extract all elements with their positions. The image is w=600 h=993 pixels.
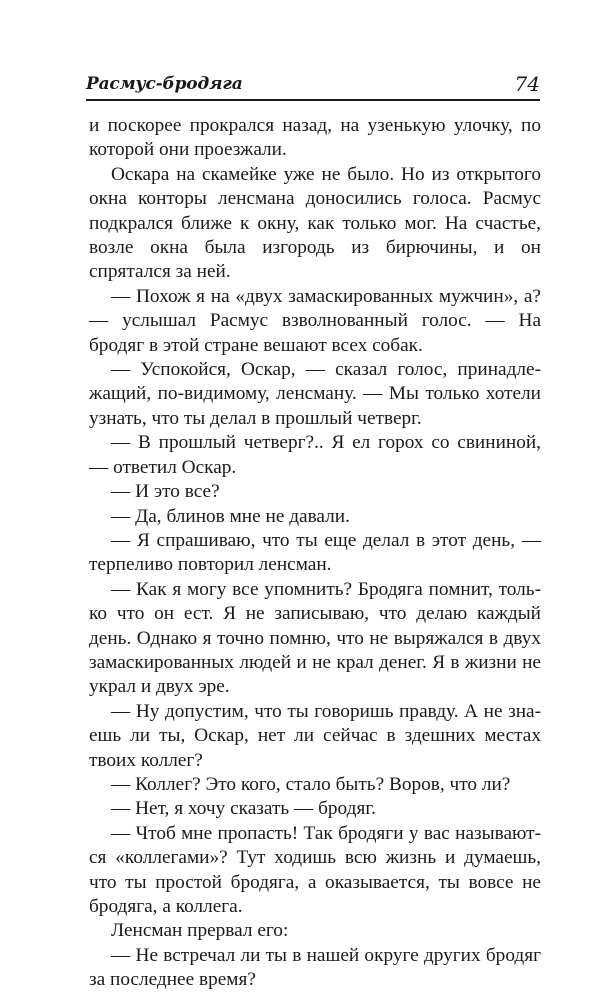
header-page-number: 74 [514,72,540,96]
paragraph: Оскара на скамейке уже не было. Но из открытого окна конторы ленсмана доносились голоса. Расмус подкрался ближе к окну, как только мог. На счастье, возле окна была изгородь из бирючины, и он спрятался за ней. [89,163,541,283]
paragraph: — В прошлый четверг?.. Я ел горох со свининой, — ответил Оскар. [89,432,541,478]
paragraph: — Нет, я хочу сказать — бродяг. [111,798,376,820]
header-book-title: Расмус-бродяга [86,74,243,94]
paragraph: — Я спрашиваю, что ты еще делал в этот день, — терпеливо повторил ленсман. [89,529,541,576]
paragraph: — Ну допустим, что ты говоришь правду. А не знаешь ли ты, Оскар, нет ли сейчас в здешних местах твоих коллег? [89,700,541,771]
paragraph: — Похож я на «двух замаскированных мужчин», а? — услышал Расмус взволнованный голос. — На бродяг в этой стране вешают всех собак. [89,285,541,356]
paragraph: — Да, блинов мне не давали. [111,505,350,527]
text-body [89,114,541,993]
paragraph: — И это все? [111,481,220,503]
paragraph: — Коллег? Это кого, стало быть? Воров, что ли? [111,773,511,795]
paragraph: Ленсман прервал его: [111,920,289,942]
paragraph: — Как я могу все упомнить? Бродяга помнит, только что он ест. Я не записываю, что делаю каждый день. Однако я точно помню, что не выряжался в двух замаскированных людей и не крал денег. Я в жизни не украл и двух эре. [89,578,541,698]
paragraph: — Не встречал ли ты в нашей округе других бродяг за последнее время? [89,944,541,991]
paragraph: и поскорее прокрался назад, на узенькую улочку, по которой они проезжали. [89,115,541,161]
running-header [86,72,540,102]
paragraph: — Успокойся, Оскар, — сказал голос, принадлежащий, по-видимому, ленсману. — Мы только хотели узнать, что ты делал в прошлый четверг. [89,359,541,429]
header-rule [86,99,540,101]
paragraph: — Чтоб мне пропасть! Так бродяги у вас называются «коллегами»? Тут ходишь всю жизнь и думаешь, что ты простой бродяга, а оказывается, ты вовсе не бродяга, а коллега. [89,822,541,917]
